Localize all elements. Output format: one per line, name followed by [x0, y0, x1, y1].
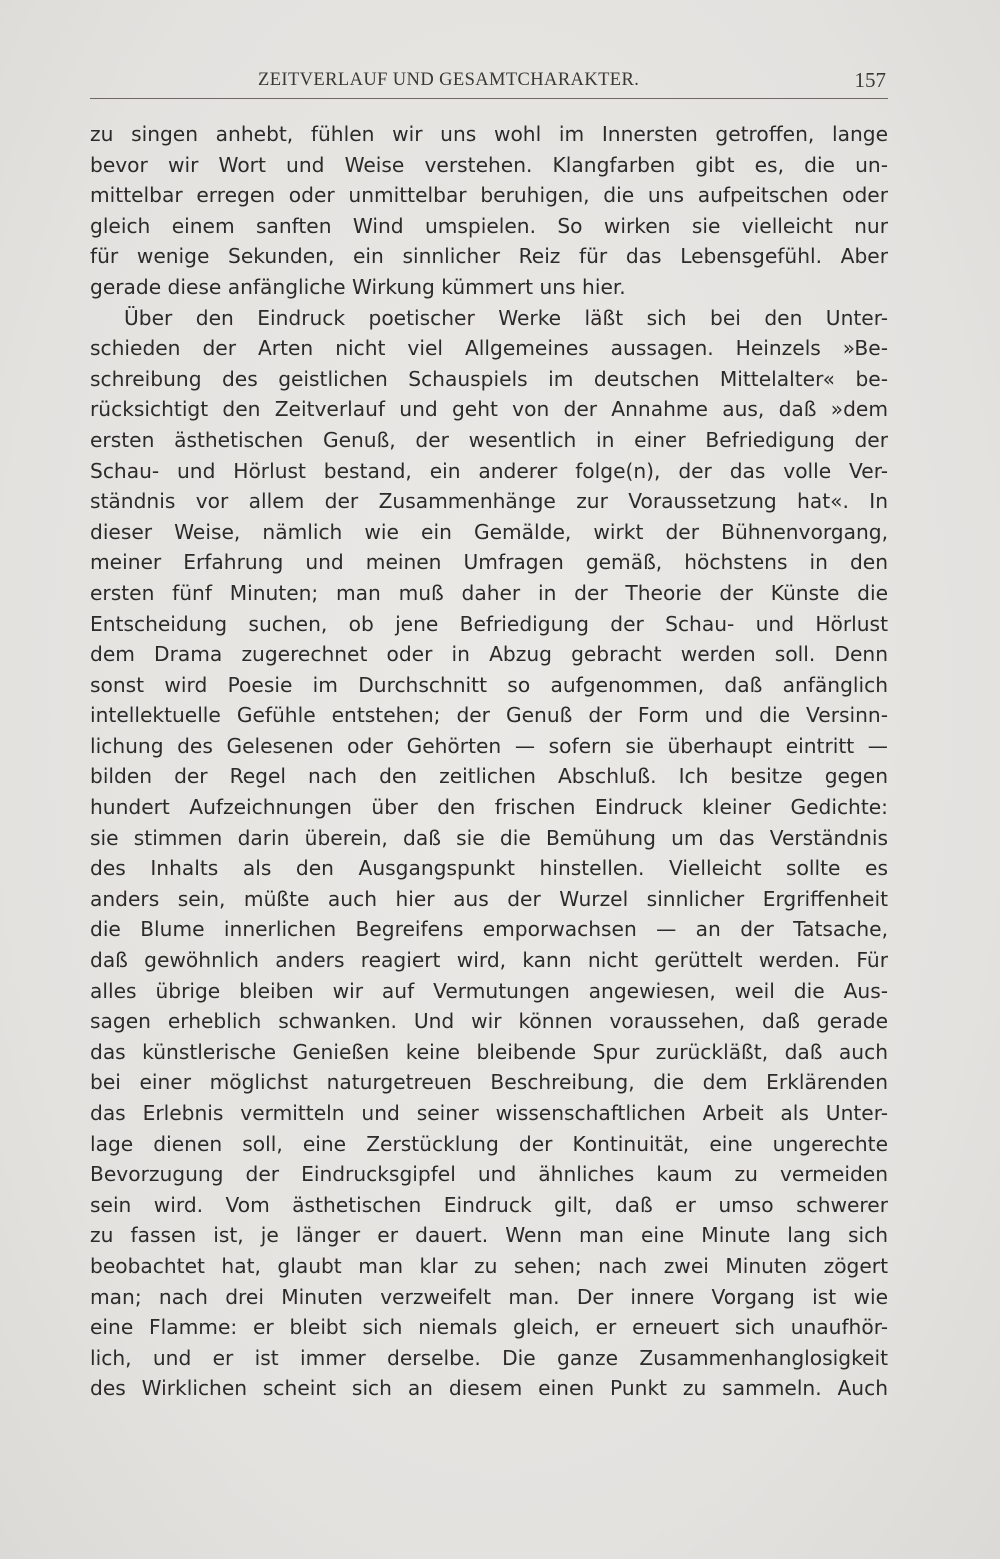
text-line: zu fassen ist, je länger er dauert. Wenn man eine Minute lang sich	[90, 1223, 888, 1248]
text-line: schieden der Arten nicht viel Allgemeines aussagen. Heinzels »Be-	[90, 336, 888, 361]
text-line: lage dienen soll, eine Zerstücklung der Kontinuität, eine ungerechte	[90, 1131, 888, 1156]
text-line: lich, und er ist immer derselbe. Die ganze Zusammenhanglosigkeit	[90, 1345, 888, 1370]
text-line: sonst wird Poesie im Durchschnitt so aufgenommen, daß anfänglich	[90, 672, 888, 697]
text-line: daß gewöhnlich anders reagiert wird, kann nicht gerüttelt werden. Für	[90, 948, 888, 973]
text-line: meiner Erfahrung und meinen Umfragen gemäß, höchstens in den	[90, 550, 888, 575]
text-line: dem Drama zugerechnet oder in Abzug gebracht werden soll. Denn	[90, 642, 888, 667]
text-line: Schau- und Hörlust bestand, ein anderer folge(n), der das volle Ver-	[90, 458, 888, 483]
running-head-title: ZEITVERLAUF UND GESAMTCHARAKTER.	[258, 70, 640, 90]
text-line: das künstlerische Genießen keine bleibende Spur zurückläßt, daß auch	[90, 1039, 888, 1064]
text-line: Entscheidung suchen, ob jene Befriedigung der Schau- und Hörlust	[90, 611, 888, 636]
text-line: des Wirklichen scheint sich an diesem einen Punkt zu sammeln. Auch	[90, 1376, 888, 1401]
text-line: Bevorzugung der Eindrucksgipfel und ähnliches kaum zu vermeiden	[90, 1162, 888, 1187]
text-line: eine Flamme: er bleibt sich niemals gleich, er erneuert sich unaufhör-	[90, 1315, 888, 1340]
text-line: man; nach drei Minuten verzweifelt man. Der innere Vorgang ist wie	[90, 1284, 888, 1309]
text-line: ersten fünf Minuten; man muß daher in der Theorie der Künste die	[90, 580, 888, 605]
text-line: das Erlebnis vermitteln und seiner wissenschaftlichen Arbeit als Unter-	[90, 1101, 888, 1125]
body-text	[90, 119, 888, 1404]
text-line: dieser Weise, nämlich wie ein Gemälde, wirkt der Bühnenvorgang,	[90, 519, 888, 544]
text-line: beobachtet hat, glaubt man klar zu sehen; nach zwei Minuten zögert	[90, 1253, 888, 1278]
text-line: gleich einem sanften Wind umspielen. So wirken sie vielleicht nur	[90, 213, 888, 238]
text-line: intellektuelle Gefühle entstehen; der Genuß der Form und die Versinn-	[90, 703, 888, 728]
text-line: gerade diese anfängliche Wirkung kümmert uns hier.	[90, 274, 626, 299]
text-line: des Inhalts als den Ausgangspunkt hinstellen. Vielleicht sollte es	[90, 856, 888, 881]
text-line: bevor wir Wort und Weise verstehen. Klangfarben gibt es, die un-	[90, 152, 888, 177]
text-line: lichung des Gelesenen oder Gehörten — sofern sie überhaupt eintritt —	[90, 733, 888, 758]
text-line: für wenige Sekunden, ein sinnlicher Reiz für das Lebensgefühl. Aber	[90, 244, 888, 269]
text-line: mittelbar erregen oder unmittelbar beruhigen, die uns aufpeitschen oder	[90, 183, 888, 208]
text-line: die Blume innerlichen Begreifens emporwachsen — an der Tatsache,	[90, 917, 888, 942]
text-line: bilden der Regel nach den zeitlichen Abschluß. Ich besitze gegen	[90, 764, 888, 789]
text-line: hundert Aufzeichnungen über den frischen Eindruck kleiner Gedichte:	[90, 795, 888, 820]
text-line: zu singen anhebt, fühlen wir uns wohl im Innersten getroffen, lange	[90, 122, 888, 146]
running-header	[90, 64, 888, 99]
text-line: sagen erheblich schwanken. Und wir können voraussehen, daß gerade	[90, 1009, 888, 1034]
text-line: rücksichtigt den Zeitverlauf und geht von der Annahme aus, daß »dem	[90, 397, 888, 422]
text-line: anders sein, müßte auch hier aus der Wurzel sinnlicher Ergriffenheit	[90, 886, 888, 911]
text-line: ersten ästhetischen Genuß, der wesentlich in einer Befriedigung der	[90, 427, 888, 452]
text-line: sie stimmen darin überein, daß sie die Bemühung um das Verständnis	[90, 825, 888, 850]
text-line: sein wird. Vom ästhetischen Eindruck gilt, daß er umso schwerer	[90, 1192, 888, 1217]
page-number: 157	[854, 68, 886, 92]
text-line: alles übrige bleiben wir auf Vermutungen angewiesen, weil die Aus-	[90, 978, 888, 1003]
text-line: schreibung des geistlichen Schauspiels im deutschen Mittelalter« be-	[90, 366, 888, 391]
text-line: ständnis vor allem der Zusammenhänge zur Voraussetzung hat«. In	[90, 489, 888, 514]
text-line: bei einer möglichst naturgetreuen Beschreibung, die dem Erklärenden	[90, 1070, 888, 1095]
text-line: Über den Eindruck poetischer Werke läßt sich bei den Unter-	[124, 305, 888, 330]
